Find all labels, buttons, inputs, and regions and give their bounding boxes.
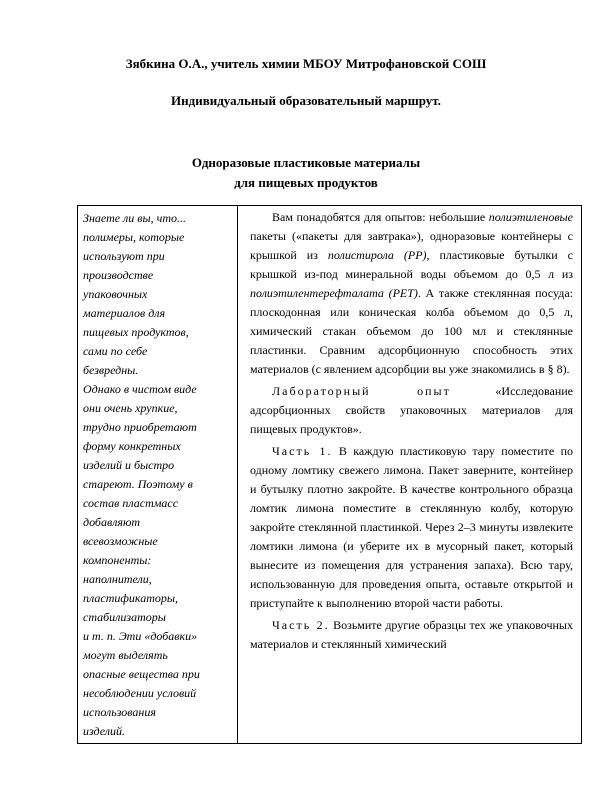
term-pet: полиэтилентерефталата (PET): [250, 286, 418, 300]
part2-text: Возьмите другие образцы тех же упаковочных материалов и стеклянный химический: [250, 618, 573, 651]
side-note-line: пластификаторы,: [83, 591, 178, 605]
side-note-line: производстве: [83, 268, 154, 282]
document-title-line2: для пищевых продуктов: [234, 175, 378, 190]
part1-label: Часть 1.: [272, 444, 333, 458]
side-note-line: используют при: [83, 249, 165, 263]
side-note-line: сами по себе: [83, 344, 148, 358]
term-polyethylene: полиэтиленовые: [488, 210, 573, 224]
author-line: Зябкина О.А., учитель химии МБОУ Митрофановской СОШ: [125, 56, 487, 71]
materials-text-b: пакеты («пакеты для завтрака»), одноразовые контейнеры с крышкой из: [250, 229, 573, 262]
side-note-line: Знаете ли вы, что...: [83, 211, 187, 225]
lab-experiment-label: Лабораторный опыт: [272, 384, 451, 398]
materials-text-c: , пластиковые бутылки с крышкой из-под минеральной воды объемом до 0,5 л из: [250, 248, 573, 281]
materials-text-a: Вам понадобятся для опытов: небольшие: [272, 210, 489, 224]
side-note: [83, 209, 233, 741]
side-note-cell: [78, 206, 238, 744]
route-title: Индивидуальный образовательный маршрут.: [171, 93, 441, 108]
side-note-line: состав пластмасс: [83, 496, 179, 510]
side-note-line: пищевых продуктов,: [83, 325, 189, 339]
side-note-line: изделий и быстро: [83, 458, 175, 472]
part1-text: В каждую пластиковую тару поместите по одному ломтику свежего лимона. Пакет заверните, контейнер и бутылку плотно закройте. В качестве контрольного образца ломтик лимона поместите в стеклянную колбу, которую закройте стеклянной пластинкой. Через 2–3 минуты извлеките ломтики лимона (и уберите их в мусорный пакет, который вынесите из помещения для устранения запаха). Всю тару, использованную для проведения опыта, оставьте открытой и приступайте к выполнению второй части работы.: [250, 444, 574, 610]
side-note-line: опасные вещества при: [83, 667, 200, 681]
main-text-cell: [238, 206, 582, 744]
lab-experiment-paragraph: [250, 382, 573, 439]
term-polystyrene: полистирола (PP): [327, 248, 427, 262]
side-note-line: безвредны.: [83, 363, 139, 377]
side-note-line: всевозможные: [83, 534, 158, 548]
side-note-line: могут выделять: [83, 648, 168, 662]
side-note-line: использования: [83, 705, 156, 719]
side-note-line: полимеры, которые: [83, 230, 185, 244]
side-note-line: стабилизаторы: [83, 610, 166, 624]
lab-experiment-title: «Исследование адсорбционных свойств упаковочных материалов для пищевых продуктов».: [250, 384, 573, 436]
side-note-line: изделий.: [83, 724, 125, 738]
part2-paragraph: [250, 616, 573, 670]
side-note-line: стареют. Поэтому в: [83, 477, 193, 491]
side-note-line: материалов для: [83, 306, 166, 320]
side-note-line: Однако в чистом виде: [83, 382, 197, 396]
materials-text-d: . А также стеклянная посуда: плоскодонная или коническая колба объемом до 0,5 л, химический стакан объемом до 100 мл и стеклянные пластинки. Сравним адсорбционную способность этих материалов (с явлением адсорбции вы уже знакомились в § 8).: [250, 286, 573, 376]
side-note-line: трудно приобретают: [83, 420, 197, 434]
side-note-line: форму конкретных: [83, 439, 181, 453]
part1-paragraph: [250, 442, 573, 613]
side-note-line: добавляют: [83, 515, 141, 529]
part2-label: Часть 2.: [272, 618, 330, 632]
document-title-line1: Одноразовые пластиковые материалы: [191, 155, 421, 170]
content-table: [77, 205, 582, 744]
side-note-line: компоненты:: [83, 553, 152, 567]
side-note-line: и т. п. Эти «добавки»: [83, 629, 198, 643]
side-note-line: они очень хрупкие,: [83, 401, 178, 415]
side-note-line: несоблюдении условий: [83, 686, 197, 700]
side-note-line: наполнители,: [83, 572, 152, 586]
materials-paragraph: [250, 208, 573, 379]
side-note-line: упаковочных: [83, 287, 148, 301]
